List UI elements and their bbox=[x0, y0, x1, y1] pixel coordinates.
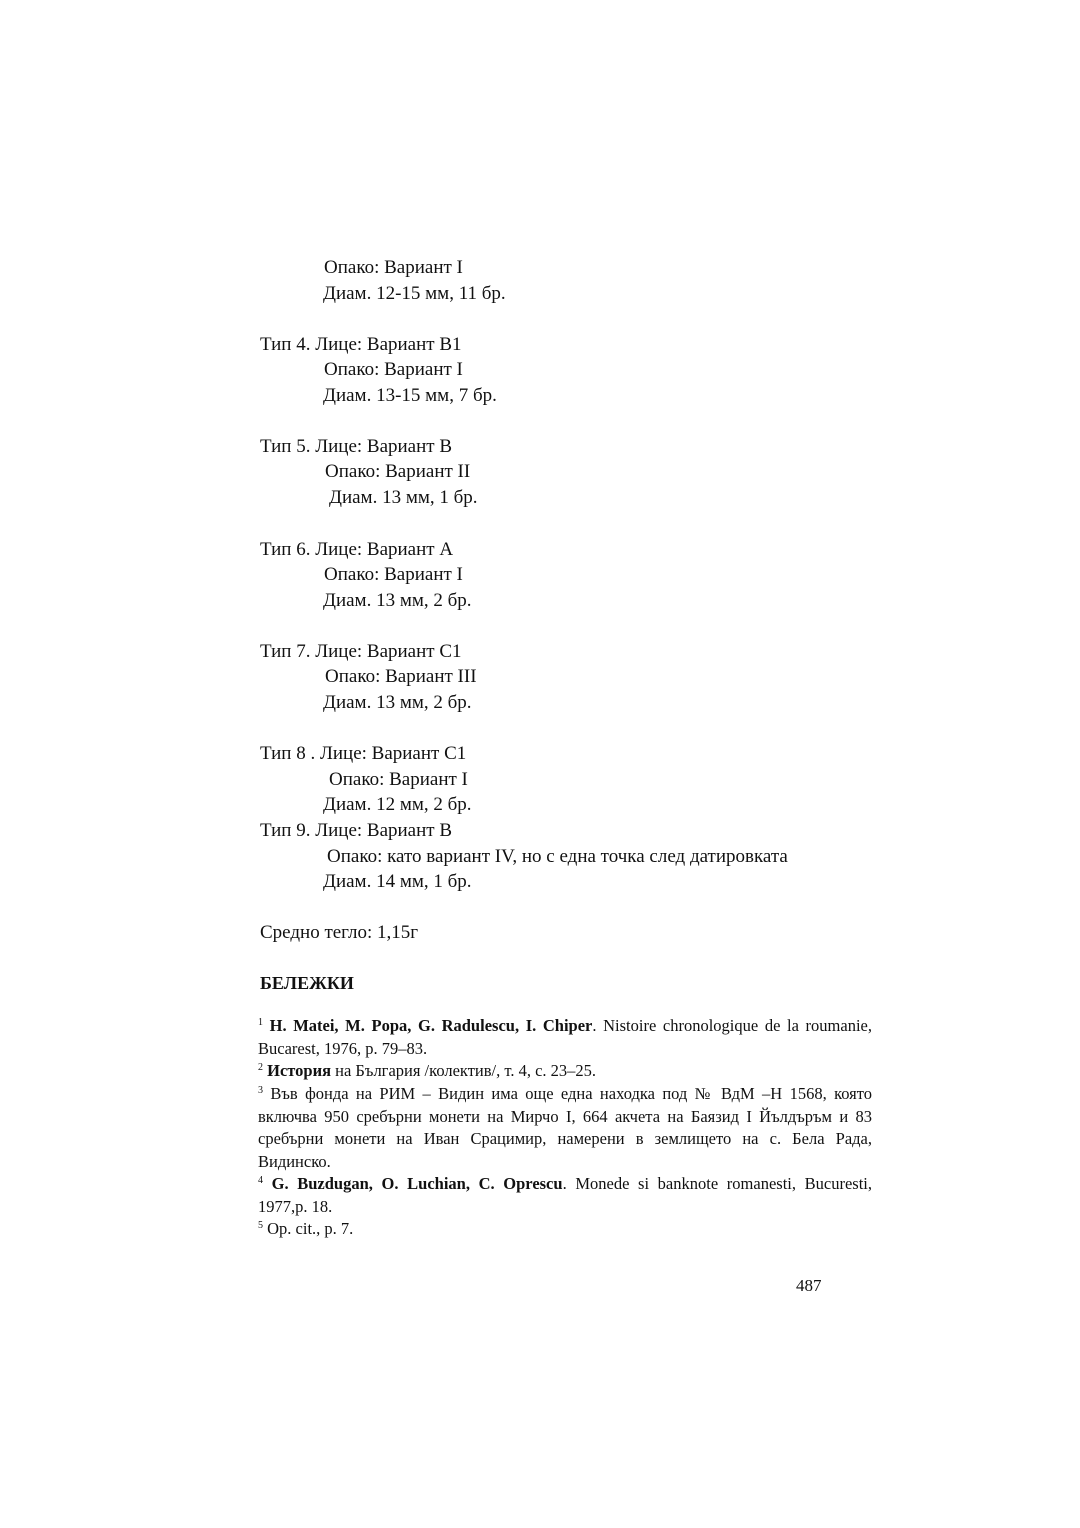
reverse-line: Опако: Вариант I bbox=[324, 564, 463, 585]
notes-heading: БЕЛЕЖКИ bbox=[260, 973, 354, 993]
footnote-authors: H. Matei, M. Popa, G. Radulescu, I. Chiper bbox=[269, 1016, 593, 1035]
type-line: Тип 8 . Лице: Вариант С1 bbox=[260, 743, 467, 764]
footnote-marker: 3 bbox=[258, 1085, 263, 1096]
diameter-line: Диам. 13 мм, 2 бр. bbox=[323, 692, 472, 713]
footnote-marker: 5 bbox=[258, 1220, 263, 1231]
type-line: Тип 6. Лице: Вариант А bbox=[260, 539, 454, 560]
reverse-line: Опако: Вариант I bbox=[329, 769, 468, 790]
diameter-line: Диам. 12 мм, 2 бр. bbox=[323, 794, 472, 815]
type-line: Тип 7. Лице: Вариант С1 bbox=[260, 641, 462, 662]
footnote-4 bbox=[208, 1173, 872, 1218]
reverse-line: Опако: като вариант IV, но с една точка след датировката bbox=[327, 846, 788, 867]
footnote-text: . Monede si banknote romanesti, Bucuresti, 1977,p. 18. bbox=[258, 1174, 872, 1216]
diameter-line: Диам. 12-15 мм, 11 бр. bbox=[323, 283, 506, 304]
type-line: Тип 9. Лице: Вариант В bbox=[260, 820, 453, 841]
reverse-line: Опако: Вариант I bbox=[324, 257, 463, 278]
footnote-5 bbox=[208, 1218, 872, 1241]
footnote-text: Във фонда на РИМ – Видин има още една находка под № ВдМ –Н 1568, която включва 950 сребърни монети на Мирчо I, 664 акчета на Баязид I Йълдъръм и 83 сребърни монети на Иван Срацимир, намерени в землището на с. Бела Рада, Видинско. bbox=[258, 1084, 873, 1171]
reverse-line: Опако: Вариант I bbox=[324, 359, 463, 380]
type-line: Тип 5. Лице: Вариант В bbox=[260, 436, 453, 457]
reverse-line: Опако: Вариант III bbox=[325, 666, 477, 687]
diameter-line: Диам. 13 мм, 2 бр. bbox=[323, 590, 472, 611]
footnote-authors: G. Buzdugan, O. Luchian, C. Oprescu bbox=[271, 1174, 563, 1193]
footnote-text: Op. cit., p. 7. bbox=[267, 1219, 354, 1238]
diameter-line: Диам. 14 мм, 1 бр. bbox=[323, 871, 472, 892]
reverse-line: Опако: Вариант II bbox=[325, 461, 471, 482]
diameter-line: Диам. 13-15 мм, 7 бр. bbox=[323, 385, 497, 406]
diameter-line: Диам. 13 мм, 1 бр. bbox=[329, 487, 478, 508]
footnote-marker: 2 bbox=[258, 1062, 263, 1073]
footnote-marker: 4 bbox=[258, 1175, 263, 1186]
footnote-authors: История bbox=[267, 1061, 332, 1080]
footnote-text: на България /колектив/, т. 4, с. 23–25. bbox=[331, 1061, 597, 1080]
footnote-1 bbox=[208, 1015, 872, 1060]
footnote-marker: 1 bbox=[258, 1017, 263, 1028]
footnote-2 bbox=[208, 1060, 872, 1083]
page-number: 487 bbox=[796, 1276, 822, 1295]
footnote-text: . Nistoire chronologique de la roumanie, Bucarest, 1976, p. 79–83. bbox=[258, 1016, 872, 1058]
type-line: Тип 4. Лице: Вариант В1 bbox=[260, 334, 462, 355]
average-weight: Средно тегло: 1,15г bbox=[260, 922, 419, 943]
footnote-3 bbox=[208, 1083, 872, 1173]
